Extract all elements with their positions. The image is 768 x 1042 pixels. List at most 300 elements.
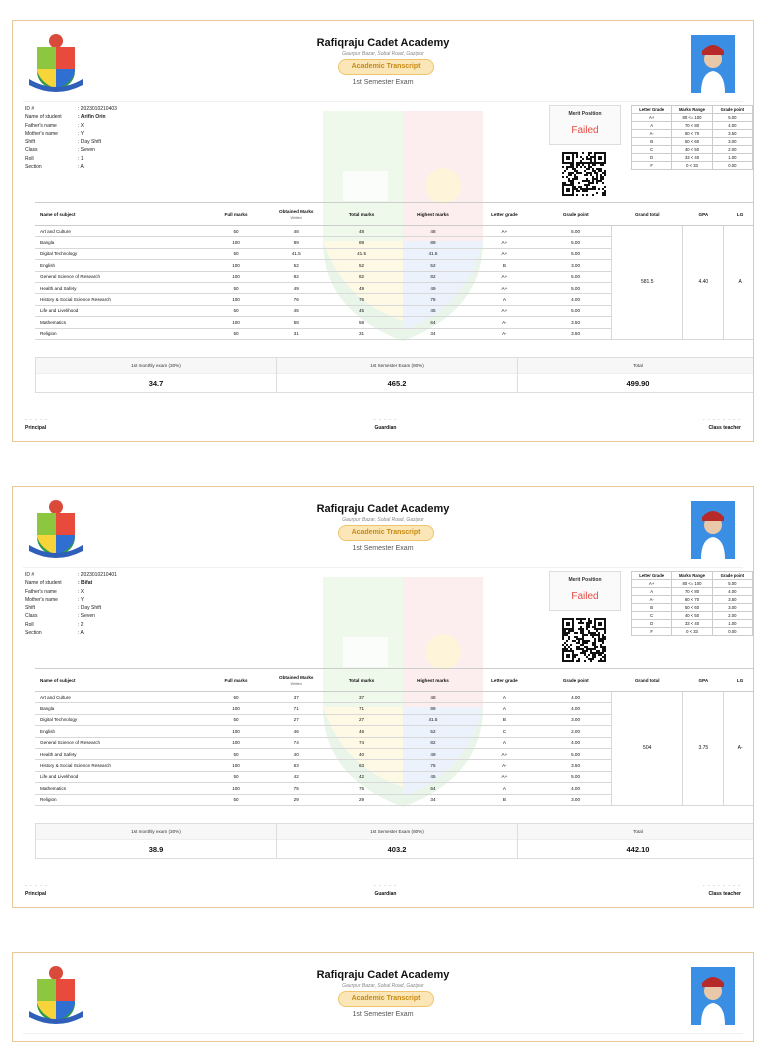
subject-name: Religion [35,328,205,339]
marks-table-head [35,669,754,692]
grade-scale-cell: F [632,162,672,170]
marks-header-obtained: Obtained Marks Written [267,203,326,226]
letter-grade-overall: A- [724,692,754,806]
marks-header-subject: Name of subject [35,203,205,226]
marks-header-row [35,669,754,692]
marks-cell: 50 [205,305,266,316]
merit-position-box [549,571,621,611]
summary-semester [277,824,518,858]
grade-scale-cell: 3.50 [712,130,752,138]
marks-cell: 49 [397,282,468,293]
transcript-card-1 [12,20,754,442]
student-info [25,571,117,637]
marks-cell: A+ [469,248,540,259]
marks-table [35,202,754,340]
info-row-section [25,163,117,171]
marks-cell: 50 [205,248,266,259]
merit-position-label: Merit Position [568,577,602,583]
marks-cell: 100 [205,317,266,328]
grade-scale-cell: 4.00 [712,122,752,130]
summary-label: Total [518,358,754,374]
marks-cell: A- [469,760,540,771]
info-label: Shift [25,605,36,612]
marks-cell: 37 [267,692,326,703]
merit-position-value: Failed [571,591,599,602]
grade-scale-cell: 5.00 [712,114,752,122]
summary-label: Total [518,824,754,840]
summary-value: 442.10 [626,845,650,854]
info-label: ID # [25,106,35,112]
grade-scale-cell: A+ [632,114,672,122]
info-label: Mother's name [25,130,58,137]
marks-cell: 5.00 [540,271,611,282]
result-summary [35,823,754,859]
marks-cell: 40 [267,748,326,759]
signature-line: - - - - - - - - [702,417,741,423]
marks-cell: 50 [205,714,266,725]
grade-scale-row [632,114,753,122]
grade-scale-cell: A+ [632,580,672,588]
info-label: Name of student [25,580,62,587]
marks-header-gpa: GPA [683,669,724,692]
grade-scale-header [632,106,753,114]
info-value: : 2 [78,621,84,628]
marks-cell: 4.00 [540,783,611,794]
school-address: Gaurpur Bazar, Sobal Road, Gazipur [342,51,424,57]
marks-cell: A- [469,328,540,339]
grade-scale-header-cell: Grade point [712,106,752,114]
transcript-card-3 [12,952,754,1042]
marks-table-head [35,203,754,226]
grade-scale-cell: D [632,620,672,628]
marks-header-written: Written [290,681,302,686]
marks-cell: 2.00 [540,726,611,737]
summary-label: 1st monthly exam (30%) [36,358,276,374]
marks-cell: 52 [397,726,468,737]
signature-line: - - - - - [374,417,397,423]
grade-scale-cell: 80 <= 100 [672,580,712,588]
subject-name: Health and Safety [35,748,205,759]
signature-line: - - - - - [374,883,397,889]
grand-total: 581.5 [612,226,683,340]
grade-scale-cell: A [632,122,672,130]
marks-cell: 41.5 [397,248,468,259]
info-row-name [25,113,117,121]
merit-position-value: Failed [571,125,599,136]
grade-scale-table [631,571,753,636]
transcript-card-2 [12,486,754,908]
marks-table-body [35,692,754,806]
marks-cell: 50 [205,282,266,293]
marks-cell: 58 [326,317,397,328]
student-photo [691,35,735,93]
signature-line: - - - - - [25,417,48,423]
info-value: : 2023010210401 [78,572,117,578]
school-address: Gaurpur Bazar, Sobal Road, Gazipur [342,517,424,523]
grade-scale-cell: 3.00 [712,138,752,146]
school-address: Gaurpur Bazar, Sobal Road, Gazipur [342,983,424,989]
letter-grade-overall: A [724,226,754,340]
marks-cell: 89 [397,703,468,714]
info-row-roll [25,621,117,629]
marks-header-full_marks: Full marks [205,203,266,226]
marks-cell: 100 [205,260,266,271]
marks-table-body [35,226,754,340]
qr-code [562,618,606,662]
marks-cell: 5.00 [540,282,611,293]
info-row-name [25,579,117,587]
marks-cell: 29 [326,794,397,805]
marks-cell: 37 [326,692,397,703]
marks-cell: 4.00 [540,692,611,703]
marks-cell: 50 [205,794,266,805]
grade-scale-header-cell: Marks Range [672,106,712,114]
signature-line: - - - - - - - - [702,883,741,889]
signature-principal: - - - - - Principal [25,883,48,897]
marks-cell: 3.00 [540,260,611,271]
marks-cell: 49 [397,748,468,759]
grade-scale-cell: 70 < 80 [672,122,712,130]
info-row-id [25,105,117,113]
marks-cell: 5.00 [540,237,611,248]
info-label: Class [25,147,38,154]
grade-scale-cell: 2.00 [712,612,752,620]
marks-cell: 42 [326,771,397,782]
info-row-class [25,612,117,620]
marks-header-grade_point: Grade point [540,203,611,226]
marks-cell: 3.50 [540,317,611,328]
grade-scale-cell: 2.00 [712,146,752,154]
marks-cell: A+ [469,226,540,237]
marks-cell: A- [469,317,540,328]
marks-row [35,226,754,237]
info-value: : X [78,588,85,595]
info-value: : 2023010210403 [78,106,117,112]
marks-header-gpa: GPA [683,203,724,226]
summary-label: 1st Semester Exam (80%) [277,824,517,840]
marks-cell: 50 [205,771,266,782]
marks-cell: 63 [326,760,397,771]
grade-scale-cell: 3.50 [712,596,752,604]
summary-value: 403.2 [387,845,407,854]
student-photo [691,967,735,1025]
info-label: Class [25,613,38,620]
subject-name: Mathematics [35,317,205,328]
grade-scale-row [632,122,753,130]
info-value: : Y [78,596,85,603]
grade-scale-row [632,588,753,596]
summary-label: 1st Semester Exam (80%) [277,358,517,374]
marks-cell: 34 [397,328,468,339]
marks-cell: 5.00 [540,248,611,259]
info-label: Father's name [25,122,57,129]
marks-cell: 50 [205,748,266,759]
marks-cell: 100 [205,726,266,737]
marks-cell: B [469,794,540,805]
info-row-id [25,571,117,579]
exam-title: 1st Semester Exam [352,79,414,86]
signature-class-teacher: - - - - - - - - Class teacher [702,417,741,431]
grade-scale-cell: 5.00 [712,580,752,588]
grade-scale-cell: F [632,628,672,636]
marks-cell: 49 [326,282,397,293]
grade-scale-cell: 60 < 70 [672,130,712,138]
grade-scale-cell: B [632,604,672,612]
marks-cell: 100 [205,271,266,282]
marks-header-obtained: Obtained Marks Written [267,669,326,692]
info-row-mother [25,130,117,138]
info-value: : A [78,164,84,171]
grade-scale-cell: D [632,154,672,162]
marks-cell: 75 [267,783,326,794]
marks-cell: 45 [326,305,397,316]
marks-cell: 45 [397,305,468,316]
summary-semester [277,358,518,392]
marks-cell: 31 [326,328,397,339]
grade-scale-header-cell: Letter Grade [632,106,672,114]
info-label: Mother's name [25,596,58,603]
marks-cell: 50 [205,328,266,339]
grade-scale-row [632,596,753,604]
grade-scale-cell: 40 < 50 [672,146,712,154]
summary-value: 465.2 [387,379,407,388]
summary-total [518,824,754,858]
grade-scale-cell: 60 < 70 [672,596,712,604]
marks-row [35,692,754,703]
gpa-value: 4.40 [683,226,724,340]
marks-header-subject: Name of subject [35,669,205,692]
subject-name: Health and Safety [35,282,205,293]
grade-scale-cell: 80 <= 100 [672,114,712,122]
marks-cell: 5.00 [540,226,611,237]
info-row-father [25,122,117,130]
marks-cell: A+ [469,237,540,248]
subject-name: Digital Technology [35,248,205,259]
marks-cell: 100 [205,703,266,714]
marks-cell: B [469,714,540,725]
gpa-value: 3.75 [683,692,724,806]
marks-cell: A+ [469,771,540,782]
marks-header-letter: Letter grade [469,669,540,692]
marks-cell: 34 [397,794,468,805]
marks-cell: 27 [326,714,397,725]
marks-cell: 71 [326,703,397,714]
summary-label: 1st monthly exam (30%) [36,824,276,840]
grade-scale-cell: A- [632,130,672,138]
info-row-shift [25,604,117,612]
info-row-roll [25,155,117,163]
marks-cell: 46 [326,726,397,737]
subject-name: Mathematics [35,783,205,794]
marks-cell: 45 [267,305,326,316]
marks-header-grand_total: Grand total [612,203,683,226]
marks-cell: 100 [205,237,266,248]
marks-cell: A [469,703,540,714]
grade-scale-cell: C [632,146,672,154]
grade-scale-row [632,612,753,620]
signature-guardian: - - - - - Guardian [374,883,397,897]
info-row-father [25,588,117,596]
subject-name: History & Social Science Research [35,760,205,771]
marks-cell: 82 [397,737,468,748]
subject-name: English [35,726,205,737]
grade-scale-row [632,154,753,162]
marks-cell: 89 [326,237,397,248]
marks-cell: 71 [267,703,326,714]
merit-position-box [549,105,621,145]
subject-name: Life and Livelihood [35,305,205,316]
grade-scale-cell: 70 < 80 [672,588,712,596]
marks-cell: 5.00 [540,771,611,782]
exam-title: 1st Semester Exam [352,545,414,552]
marks-cell: 64 [397,783,468,794]
document-type-badge: Academic Transcript [338,525,434,541]
grade-scale-cell: B [632,138,672,146]
subject-name: Art and Culture [35,226,205,237]
signature-guardian: - - - - - Guardian [374,417,397,431]
info-label: Name of student [25,114,62,121]
info-row-mother [25,596,117,604]
marks-cell: 82 [267,271,326,282]
school-name: Rafiqraju Cadet Academy [316,37,450,49]
marks-cell: 63 [267,760,326,771]
info-label: Roll [25,155,34,162]
marks-header-grand_total: Grand total [612,669,683,692]
grade-scale-cell: 33 < 40 [672,154,712,162]
exam-title: 1st Semester Exam [352,1011,414,1018]
marks-cell: 5.00 [540,305,611,316]
summary-value: 499.90 [626,379,650,388]
marks-cell: B [469,260,540,271]
marks-cell: 48 [267,226,326,237]
marks-header-grade_point: Grade point [540,669,611,692]
marks-header-letter: Letter grade [469,203,540,226]
grade-scale-row [632,620,753,628]
marks-cell: 100 [205,783,266,794]
grade-scale-cell: 0 < 33 [672,628,712,636]
marks-cell: 52 [267,260,326,271]
school-name: Rafiqraju Cadet Academy [316,503,450,515]
grade-scale-row [632,162,753,170]
info-label: Father's name [25,588,57,595]
info-value: : A [78,630,84,637]
summary-value: 34.7 [148,379,164,388]
marks-cell: 29 [267,794,326,805]
marks-header-total: Total marks [326,203,397,226]
grade-scale-header-cell: Letter Grade [632,572,672,580]
grade-scale-cell: 0.00 [712,162,752,170]
grade-scale-row [632,138,753,146]
marks-cell: 40 [326,748,397,759]
info-value: : Y [78,130,85,137]
marks-cell: 41.5 [326,248,397,259]
marks-cell: 41.5 [397,714,468,725]
subject-name: Digital Technology [35,714,205,725]
marks-cell: 100 [205,294,266,305]
summary-value: 38.9 [148,845,164,854]
marks-cell: 82 [397,271,468,282]
student-photo [691,501,735,559]
subject-name: Religion [35,794,205,805]
info-label: ID # [25,572,35,578]
marks-table [35,668,754,806]
header-divider [23,567,743,568]
document-type-badge: Academic Transcript [338,991,434,1007]
result-summary [35,357,754,393]
marks-cell: 52 [397,260,468,271]
signature-line: - - - - - [25,883,48,889]
marks-cell: 48 [397,226,468,237]
grade-scale-cell: 0 < 33 [672,162,712,170]
marks-header-full_marks: Full marks [205,669,266,692]
marks-cell: A+ [469,748,540,759]
marks-cell: 4.00 [540,737,611,748]
subject-name: Life and Livelihood [35,771,205,782]
marks-cell: A [469,294,540,305]
info-label: Section [25,630,42,637]
qr-code [562,152,606,196]
marks-cell: 50 [205,692,266,703]
marks-cell: 3.50 [540,328,611,339]
signature-class-teacher: - - - - - - - - Class teacher [702,883,741,897]
info-row-section [25,629,117,637]
info-value: : Seven [78,613,95,620]
student-info [25,105,117,171]
marks-cell: 76 [397,760,468,771]
info-row-class [25,146,117,154]
grade-scale-header-cell: Marks Range [672,572,712,580]
summary-monthly [36,824,277,858]
marks-cell: A [469,737,540,748]
marks-cell: C [469,726,540,737]
marks-cell: A [469,783,540,794]
grade-scale-cell: 50 < 60 [672,138,712,146]
document-type-badge: Academic Transcript [338,59,434,75]
grade-scale-row [632,146,753,154]
marks-cell: 4.00 [540,294,611,305]
grade-scale-cell: 1.00 [712,620,752,628]
marks-cell: A+ [469,305,540,316]
grade-scale-cell: 40 < 50 [672,612,712,620]
info-row-shift [25,138,117,146]
subject-name: General Science of Research [35,737,205,748]
marks-cell: 50 [205,226,266,237]
info-value: : Arifin Orin [78,114,106,121]
summary-total [518,358,754,392]
marks-cell: 3.50 [540,760,611,771]
marks-cell: 74 [267,737,326,748]
subject-name: History & Social Science Research [35,294,205,305]
marks-header-lg: LG [724,669,754,692]
summary-monthly [36,358,277,392]
marks-cell: 27 [267,714,326,725]
marks-cell: 3.00 [540,714,611,725]
subject-name: General Science of Research [35,271,205,282]
info-label: Shift [25,139,36,146]
grade-scale-cell: C [632,612,672,620]
grade-scale-cell: 33 < 40 [672,620,712,628]
grade-scale-cell: A- [632,596,672,604]
grade-scale-row [632,628,753,636]
grade-scale-cell: 4.00 [712,588,752,596]
marks-cell: 89 [397,237,468,248]
grade-scale-cell: A [632,588,672,596]
signature-principal: - - - - - Principal [25,417,48,431]
marks-cell: A+ [469,282,540,293]
subject-name: Bangla [35,237,205,248]
marks-header-highest: Highest marks [397,669,468,692]
grade-scale-row [632,130,753,138]
